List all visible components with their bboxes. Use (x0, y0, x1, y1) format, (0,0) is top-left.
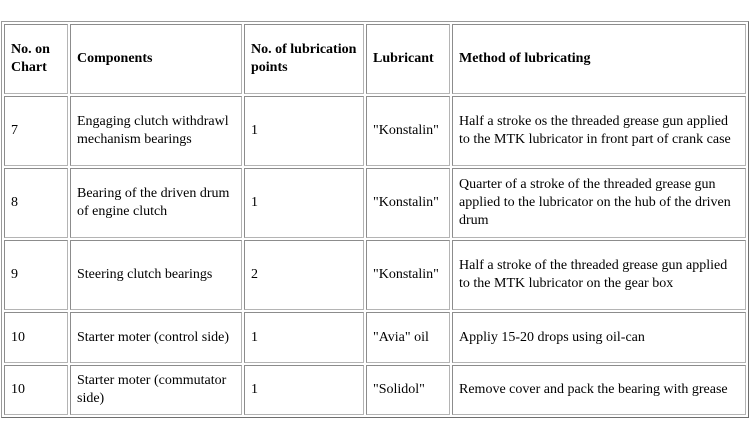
cell-component: Bearing of the driven drum of engine clutch (70, 168, 242, 238)
header-method: Method of lubricating (452, 24, 746, 94)
cell-method: Half a stroke os the threaded grease gun applied to the MTK lubricator in front part of crank case (452, 96, 746, 166)
cell-method: Half a stroke of the threaded grease gun applied to the MTK lubricator on the gear box (452, 240, 746, 310)
cell-component: Starter moter (control side) (70, 312, 242, 363)
cell-chart-no: 7 (4, 96, 68, 166)
lubrication-table (1, 21, 749, 418)
cell-lubricant: "Konstalin" (366, 168, 450, 238)
header-row (4, 24, 746, 94)
cell-chart-no: 9 (4, 240, 68, 310)
cell-points: 1 (244, 168, 364, 238)
cell-component: Steering clutch bearings (70, 240, 242, 310)
cell-component: Starter moter (commutator side) (70, 365, 242, 415)
table-row (4, 240, 746, 310)
cell-points: 1 (244, 365, 364, 415)
header-lubricant: Lubricant (366, 24, 450, 94)
table-row (4, 96, 746, 166)
header-no-on-chart: No. on Chart (4, 24, 68, 94)
cell-lubricant: "Konstalin" (366, 240, 450, 310)
table-row (4, 168, 746, 238)
cell-lubricant: "Solidol" (366, 365, 450, 415)
header-components: Components (70, 24, 242, 94)
cell-lubricant: "Konstalin" (366, 96, 450, 166)
cell-method: Appliy 15-20 drops using oil-can (452, 312, 746, 363)
cell-method: Quarter of a stroke of the threaded grease gun applied to the lubricator on the hub of the driven drum (452, 168, 746, 238)
table-row (4, 312, 746, 363)
cell-lubricant: "Avia" oil (366, 312, 450, 363)
cell-points: 1 (244, 96, 364, 166)
table-row (4, 365, 746, 415)
cell-points: 1 (244, 312, 364, 363)
cell-method: Remove cover and pack the bearing with grease (452, 365, 746, 415)
header-lubrication-points: No. of lubrication points (244, 24, 364, 94)
cell-chart-no: 10 (4, 365, 68, 415)
cell-chart-no: 8 (4, 168, 68, 238)
cell-chart-no: 10 (4, 312, 68, 363)
cell-points: 2 (244, 240, 364, 310)
cell-component: Engaging clutch withdrawl mechanism bearings (70, 96, 242, 166)
